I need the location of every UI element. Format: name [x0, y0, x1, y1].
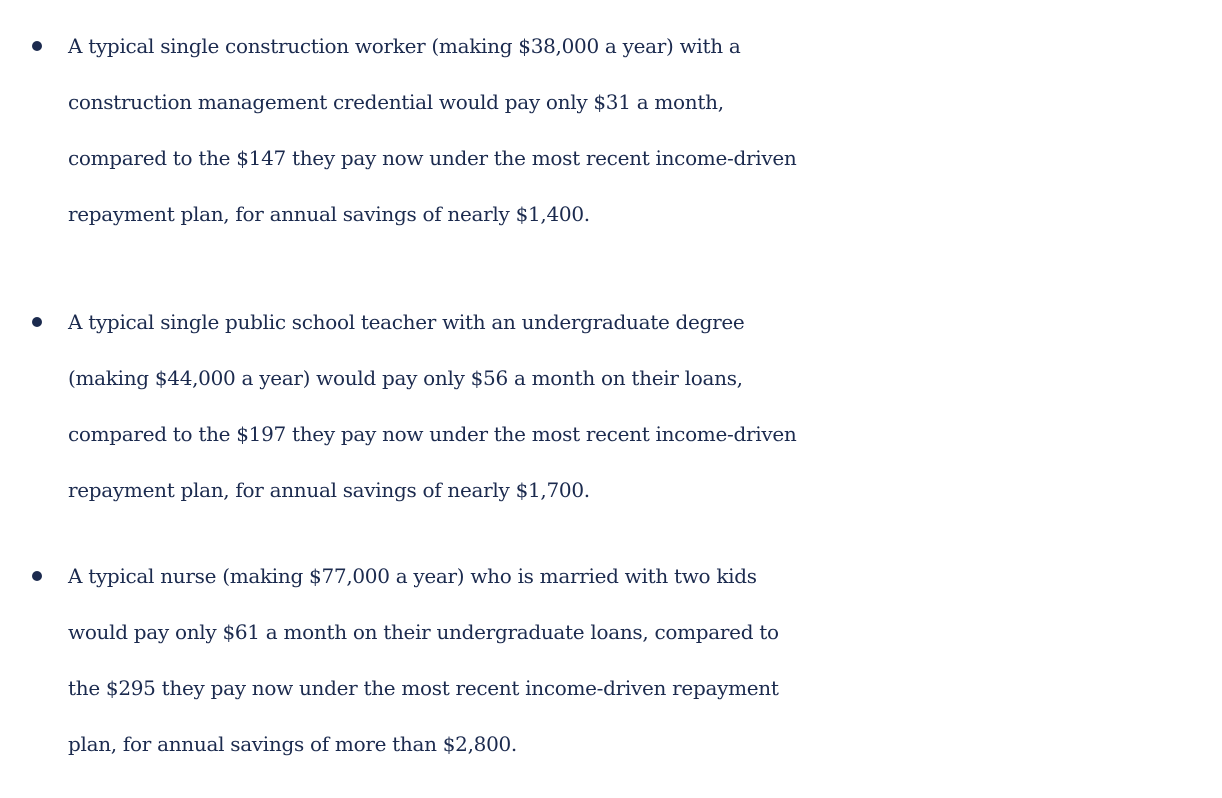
- text-line: A typical single construction worker (making $38,000 a year) with a: [68, 34, 741, 58]
- bullet-text: [68, 548, 1220, 772]
- bullet-point-icon: [32, 571, 42, 581]
- text-line: A typical nurse (making $77,000 a year) who is married with two kids: [68, 564, 757, 588]
- text-line: compared to the $147 they pay now under the most recent income-driven: [68, 146, 797, 170]
- bullet-text: [68, 294, 1220, 518]
- text-line: repayment plan, for annual savings of nearly $1,700.: [68, 478, 590, 502]
- bullet-point-icon: [32, 317, 42, 327]
- text-line: A typical single public school teacher with an undergraduate degree: [68, 310, 745, 334]
- text-line: plan, for annual savings of more than $2,800.: [68, 732, 517, 756]
- text-line: would pay only $61 a month on their undergraduate loans, compared to: [68, 620, 779, 644]
- bullet-point-icon: [32, 41, 42, 51]
- text-line: repayment plan, for annual savings of nearly $1,400.: [68, 202, 590, 226]
- text-line: the $295 they pay now under the most recent income-driven repayment: [68, 676, 779, 700]
- bullet-text: [68, 18, 1220, 242]
- text-line: (making $44,000 a year) would pay only $56 a month on their loans,: [68, 366, 743, 390]
- text-line: compared to the $197 they pay now under the most recent income-driven: [68, 422, 797, 446]
- text-line: construction management credential would pay only $31 a month,: [68, 90, 724, 114]
